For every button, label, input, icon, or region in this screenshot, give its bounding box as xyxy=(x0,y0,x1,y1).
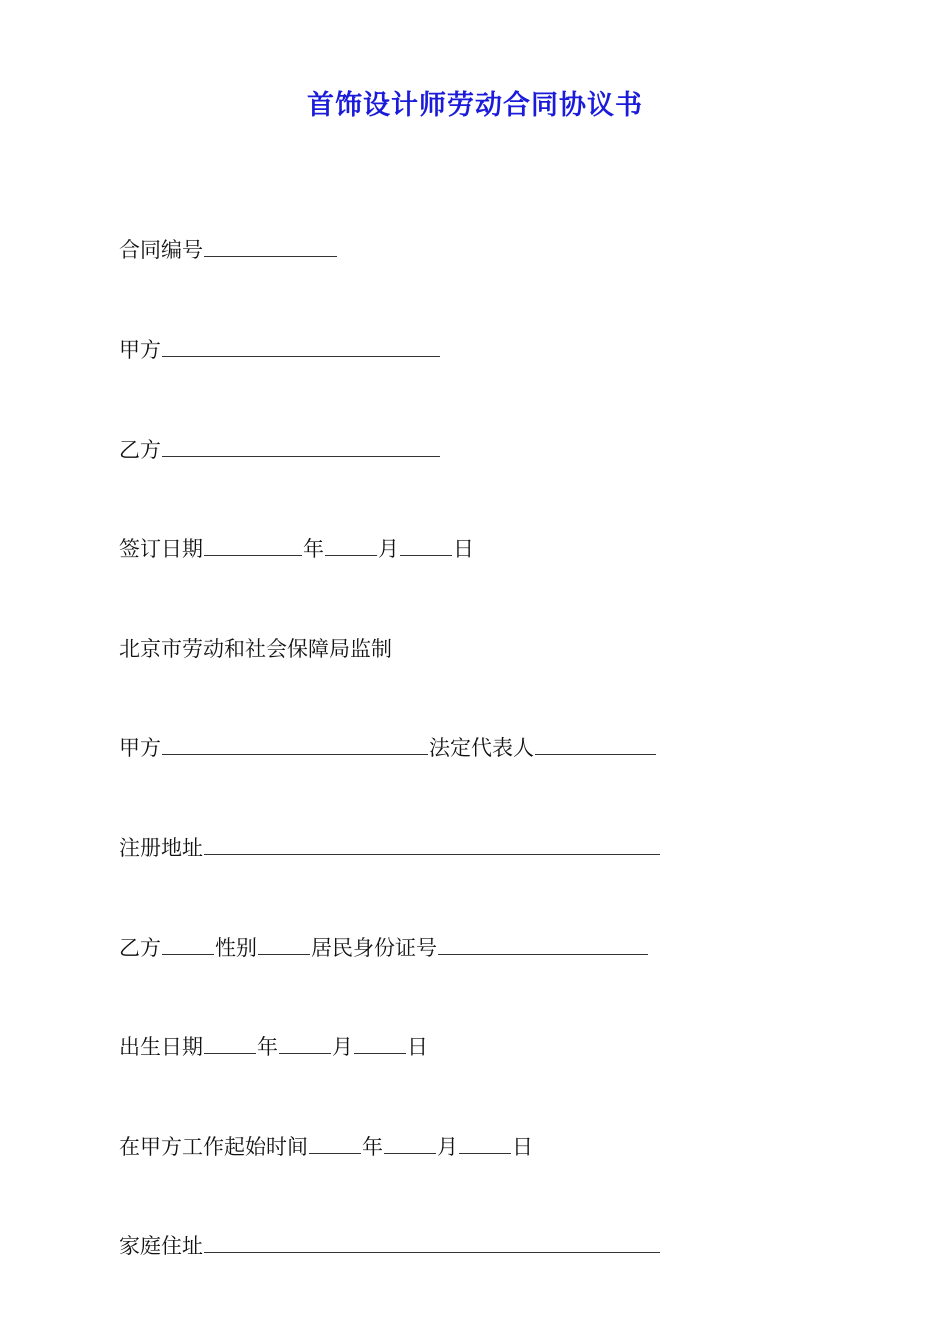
birth-day-label: 日 xyxy=(407,1035,428,1059)
birth-day-blank[interactable] xyxy=(354,1035,406,1054)
supervisor-text: 北京市劳动和社会保障局监制 xyxy=(119,637,392,661)
sign-date-line xyxy=(119,535,474,563)
supervisor-line xyxy=(119,635,392,663)
sign-date-label: 签订日期 xyxy=(119,537,203,561)
party-b-line xyxy=(119,436,441,464)
sign-year-blank[interactable] xyxy=(204,537,302,556)
party-a-label: 甲方 xyxy=(119,338,161,362)
party-b-name-blank[interactable] xyxy=(162,936,214,955)
party-b-blank[interactable] xyxy=(162,438,440,457)
work-start-day-blank[interactable] xyxy=(459,1135,511,1154)
sign-month-label: 月 xyxy=(378,537,399,561)
id-number-label: 居民身份证号 xyxy=(311,936,437,960)
party-a-blank[interactable] xyxy=(162,338,440,357)
birth-date-label: 出生日期 xyxy=(119,1035,203,1059)
birth-month-blank[interactable] xyxy=(279,1035,331,1054)
sign-month-blank[interactable] xyxy=(325,537,377,556)
work-start-month-label: 月 xyxy=(437,1135,458,1159)
reg-address-line xyxy=(119,834,661,862)
party-a-label-2: 甲方 xyxy=(119,736,161,760)
work-start-month-blank[interactable] xyxy=(384,1135,436,1154)
sign-day-label: 日 xyxy=(453,537,474,561)
contract-number-blank[interactable] xyxy=(204,238,337,257)
contract-number-label: 合同编号 xyxy=(119,238,203,262)
home-address-line xyxy=(119,1232,661,1260)
gender-label: 性别 xyxy=(215,936,257,960)
party-b-label: 乙方 xyxy=(119,438,161,462)
sign-day-blank[interactable] xyxy=(400,537,452,556)
reg-address-blank[interactable] xyxy=(204,836,660,855)
work-start-line xyxy=(119,1133,533,1161)
party-b-label-2: 乙方 xyxy=(119,936,161,960)
birth-year-blank[interactable] xyxy=(204,1035,256,1054)
legal-rep-label: 法定代表人 xyxy=(429,736,534,760)
birth-month-label: 月 xyxy=(332,1035,353,1059)
birth-year-label: 年 xyxy=(257,1035,278,1059)
sign-year-label: 年 xyxy=(303,537,324,561)
party-a-legal-rep-line xyxy=(119,734,657,762)
contract-number-line xyxy=(119,236,338,264)
party-a-name-blank[interactable] xyxy=(162,736,428,755)
work-start-year-blank[interactable] xyxy=(309,1135,361,1154)
party-a-line xyxy=(119,336,441,364)
legal-rep-blank[interactable] xyxy=(535,736,656,755)
document-title: 首饰设计师劳动合同协议书 xyxy=(307,90,643,121)
party-b-info-line xyxy=(119,934,649,962)
home-address-blank[interactable] xyxy=(204,1234,660,1253)
reg-address-label: 注册地址 xyxy=(119,836,203,860)
id-number-blank[interactable] xyxy=(438,936,648,955)
work-start-day-label: 日 xyxy=(512,1135,533,1159)
gender-blank[interactable] xyxy=(258,936,310,955)
birth-date-line xyxy=(119,1033,428,1061)
work-start-year-label: 年 xyxy=(362,1135,383,1159)
home-address-label: 家庭住址 xyxy=(119,1234,203,1258)
work-start-label: 在甲方工作起始时间 xyxy=(119,1135,308,1159)
